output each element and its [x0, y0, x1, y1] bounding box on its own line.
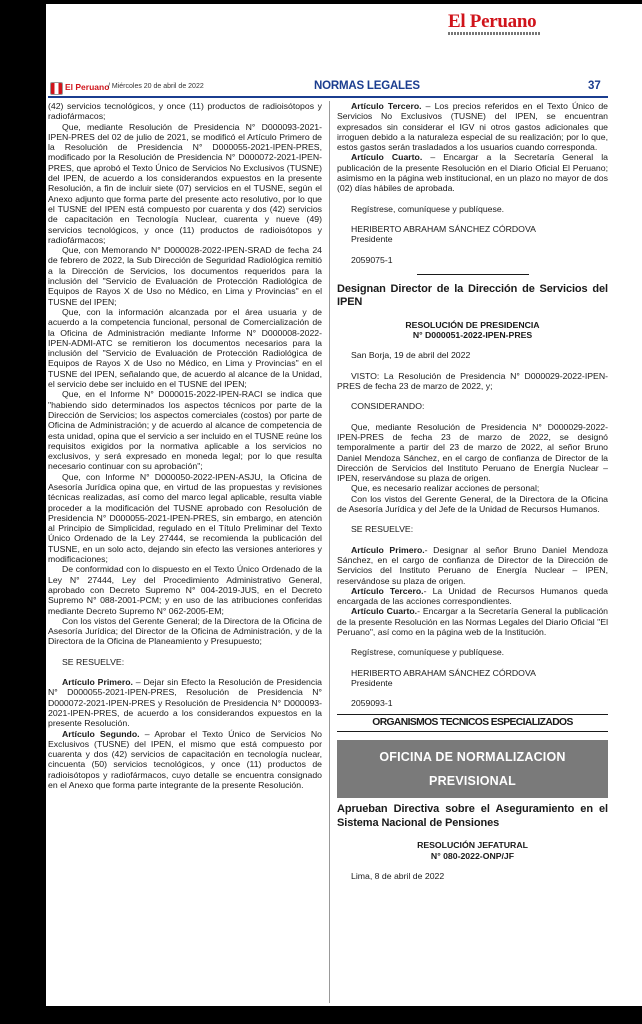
- article-label: Artículo Cuarto.: [351, 606, 418, 617]
- section-banner: ORGANISMOS TECNICOS ESPECIALIZADOS: [337, 714, 608, 732]
- publication-code: 2059093-1: [351, 698, 393, 709]
- signatory-title: Presidente: [351, 677, 393, 688]
- articulo-primero: [337, 545, 608, 586]
- article-text: - Designar al señor Bruno Daniel Mendoza Sánchez, en el cargo de confianza de Director de la Dirección de Servicios del Instituto Peruano de Energía Nuclear – IPEN, reservándose su plaza de origen.: [337, 544, 608, 586]
- left-paragraph: Que, mediante Resolución de Presidencia N° D000093-2021-IPEN-PRES del 02 de julio de 2021, se modificó el Artículo Primero de la Resolución de Presidencia N° D000055-2021-IPEN-PRES, modificado por la Resolución de Presidencia N° D000072-2021-IPEN-PRES, que aprobó el Texto Único de Servicios No Exclusivos (TUSNE) del IPEN, de acuerdo a los considerandos expuestos en la presente Resolución, a fin de incluir siete (07) servicios en el TUSNE, según el Anexo adjunto que forma parte del presente acto resolutivo, por lo que el TUSNE del IPEN está compuesto por cuarenta y dos (42) servicios de capacitación en Tecnología Nuclear, cuarenta y nueve (49) servicios tecnológicos, y once (11) productos de radioisótopos y radiofármacos;: [48, 121, 322, 245]
- articulo-segundo: [48, 729, 322, 791]
- article-text: – Los precios referidos en el Texto Único de Servicios No Exclusivos (TUSNE) del IPEN, se encuentran expresados sin considerar el IGV ni otros gastos adicionales que irroguen debido a la naturaleza especial de su realización; por lo que, estos gastos serán trasladados a los usuarios cuando corresponda.: [337, 101, 608, 153]
- article-text: - La Unidad de Recursos Humanos queda encargada de las acciones correspondientes.: [337, 585, 608, 607]
- column-divider: [329, 101, 330, 1003]
- visto-paragraph: VISTO: La Resolución de Presidencia N° D000029-2022-IPEN-PRES de fecha 23 de marzo de 2022, y;: [337, 370, 608, 392]
- page-header: [48, 80, 608, 96]
- article-label: Artículo Segundo.: [62, 728, 140, 739]
- article-label: Artículo Primero.: [351, 544, 425, 555]
- resolution-number-text: N° D000051-2022-IPEN-PRES: [412, 330, 533, 341]
- se-resuelve: SE RESUELVE:: [62, 656, 125, 667]
- right-paragraph: Con los vistos del Gerente General, de la Directora de la Oficina de Asesoría Jurídica y del Jefe de la Unidad de Recursos Humanos.: [337, 493, 608, 515]
- header-rule: [48, 96, 608, 98]
- article-label: Artículo Tercero.: [351, 101, 422, 111]
- publication-code: 2059075-1: [351, 254, 393, 265]
- articulo-tercero: [337, 586, 608, 607]
- resolution-number: [337, 851, 608, 861]
- article-text: - Encargar a la Secretaría General la publicación de la presente Resolución en las Normas Legales del Diario Oficial "El Peruano", así como en la página web de la Institución.: [337, 606, 608, 637]
- institution-name-line1: OFICINA DE NORMALIZACION: [379, 750, 566, 765]
- left-paragraph: Que, con la información alcanzada por el área usuaria y de acuerdo a la competencia funcional, personal de Comercialización de la Oficina de Administración mediante Informe N° D000008-2022-IPEN-ADMI-ATC se remitieron los documentos necesarios para la inclusión del "Servicio de Evaluación de Protección Radiológica de Equipos de Rayos X de Uso no Médico, en Lima y Provincias" en el TUSNE del IPEN, señalando que, de acuerdo al alcance de la Unidad, el servicio debe ser incluido en el TUSNE del IPEN;: [48, 306, 322, 390]
- left-paragraph: Que, con Informe N° D000050-2022-IPEN-ASJU, la Oficina de Asesoría Jurídica opina que, en virtud de las propuestas y revisiones técnicas realizadas, así como del marco legal aplicable, resulta viable proceder a la modificación del TUSNE aprobado con Resolución de Presidencia N° D000055-2021-IPEN-PRES, sin embargo, en atención al Principio de Simplicidad, regulado en el Título Preliminar del Texto Único Ordenado de la Ley 27444, se recomienda la publicación del TUSNE, en un solo acto, dejando sin efecto las versiones anteriores y modificaciones;: [48, 471, 322, 565]
- left-paragraph: Que, en el Informe N° D000015-2022-IPEN-RACI se indica que "habiendo sido determinados los aspectos técnicos por parte de la Dirección de Servicios; los aspectos comerciales (costos) por parte de Oficina de Administración; y de acuerdo al alcance de competencia de esta unidad, opina que el servicio a ser incluido en el TUSNE reúne los requisitos exigidos por la normativa aplicable a los servicios no exclusivos, y será expresado en moneda legal; por lo que resulta necesario continuar con su aprobación";: [48, 389, 322, 472]
- article-label: Artículo Primero.: [62, 677, 133, 688]
- left-paragraph: (42) servicios tecnológicos, y once (11) productos de radioisótopos y radiofármacos;: [48, 101, 322, 122]
- institution-box: [337, 740, 608, 798]
- institution-name-line2: PREVISIONAL: [429, 774, 516, 789]
- article-text: – Encargar a la Secretaría General la publicación de la presente Resolución en el Diario Oficial El Peruano; asimismo en la página web institucional, en un plazo no mayor de dos (02) días hábiles de aprobada.: [337, 152, 608, 194]
- considerando: CONSIDERANDO:: [351, 401, 425, 412]
- signatory-name: HERIBERTO ABRAHAM SÁNCHEZ CÓRDOVA: [351, 667, 536, 678]
- left-paragraph: Con los vistos del Gerente General; de la Directora de la Oficina de Asesoría Jurídica; del Director de la Oficina de Administración, y de la Directora de la Oficina de Planeamiento y Presupuesto;: [48, 615, 322, 647]
- header-page-number: 37: [588, 80, 601, 92]
- el-peruano-logo: El Peruano: [448, 11, 537, 32]
- norm-heading: Designan Director de la Dirección de Servicios del IPEN: [337, 282, 608, 309]
- resolution-number: [337, 330, 608, 340]
- articulo-cuarto: [337, 152, 608, 193]
- resolution-title: [337, 840, 608, 850]
- right-paragraph: Que, es necesario realizar acciones de personal;: [351, 483, 540, 494]
- left-column: [48, 101, 322, 1003]
- article-text: – Aprobar el Texto Único de Servicios No Exclusivos (TUSNE) del IPEN, el mismo que está compuesto por cuarenta y dos (42) servicios de capacitación en tecnología nuclear, cincuenta (50) servicios tecnológicos, y once (11) productos de radioisótopos y radiofármacos, cuyo detalle se encuentra consignado en el Anexo que forma parte integrante de la presente Resolución.: [48, 728, 322, 790]
- resolution-date: Lima, 8 de abril de 2022: [351, 871, 445, 882]
- section-separator: [417, 274, 529, 275]
- closing-formula: Regístrese, comuníquese y publíquese.: [351, 647, 505, 658]
- closing-formula: Regístrese, comuníquese y publíquese.: [351, 203, 505, 214]
- header-date: / Miércoles 20 de abril de 2022: [108, 83, 204, 90]
- signatory-name: HERIBERTO ABRAHAM SÁNCHEZ CÓRDOVA: [351, 223, 536, 234]
- scan-border-top: [46, 0, 642, 4]
- scan-border-left: [0, 0, 46, 1024]
- article-label: Artículo Tercero.: [351, 585, 424, 596]
- resolution-title: [337, 320, 608, 330]
- signatory-title: Presidente: [351, 234, 393, 245]
- logo-underline: [448, 32, 540, 35]
- article-label: Artículo Cuarto.: [351, 152, 423, 163]
- article-text: – Dejar sin Efecto la Resolución de Presidencia N° D000055-2021-IPEN-PRES, Resolución de Presidencia N° D000072-2021-IPEN-PRES y Resolución de Presidencia N° D000093-2021-IPEN-PRES, de acuerdo a los considerandos expuestos en la presente Resolución.: [48, 677, 322, 729]
- flag-icon: [50, 82, 63, 95]
- articulo-tercero: [337, 101, 608, 152]
- left-paragraph: De conformidad con lo dispuesto en el Texto Único Ordenado de la Ley N° 27444, Ley del Procedimiento Administrativo General, aprobado con Decreto Supremo N° 004-2019-JUS, en el Decreto Supremo N° 088-2001-PCM; y en uso de las atribuciones conferidas mediante Decreto Supremo N° 062-2005-EM;: [48, 564, 322, 616]
- right-column: [337, 101, 608, 1003]
- resolution-title-text: RESOLUCIÓN DE PRESIDENCIA: [405, 319, 540, 330]
- left-paragraph: Que, con Memorando N° D000028-2022-IPEN-SRAD de fecha 24 de febrero de 2022, la Sub Dirección de Seguridad Radiológica remitió a la Dirección de Servicios, los documentos requeridos para la inclusión del "Servicio de Evaluación de Protección Radiológica de Equipos de Rayos X de Uso no Médico, en Lima y Provincias" en el TUSNE del IPEN;: [48, 245, 322, 307]
- norm-heading: Aprueban Directiva sobre el Aseguramiento en el Sistema Nacional de Pensiones: [337, 803, 608, 829]
- scan-border-bottom: [46, 1006, 642, 1024]
- resolution-title-text: RESOLUCIÓN JEFATURAL: [417, 840, 528, 851]
- resolution-number-text: N° 080-2022-ONP/JF: [430, 850, 515, 861]
- articulo-cuarto: [337, 606, 608, 637]
- header-section: NORMAS LEGALES: [314, 80, 420, 92]
- right-paragraph: Que, mediante Resolución de Presidencia N° D000029-2022-IPEN-PRES de fecha 23 de marzo de 2022, se designó temporalmente a partir del 23 de marzo de 2022, al señor Bruno Daniel Mendoza Sánchez, en el cargo de confianza de Director de la Dirección de Servicios del Instituto Peruano de Energía Nuclear – IPEN, reservándose su plaza de origen.: [337, 421, 608, 484]
- resolution-date: San Borja, 19 de abril del 2022: [351, 350, 471, 361]
- header-newspaper-name: El Peruano: [65, 82, 110, 92]
- se-resuelve: SE RESUELVE:: [351, 524, 414, 535]
- articulo-primero: [48, 677, 322, 728]
